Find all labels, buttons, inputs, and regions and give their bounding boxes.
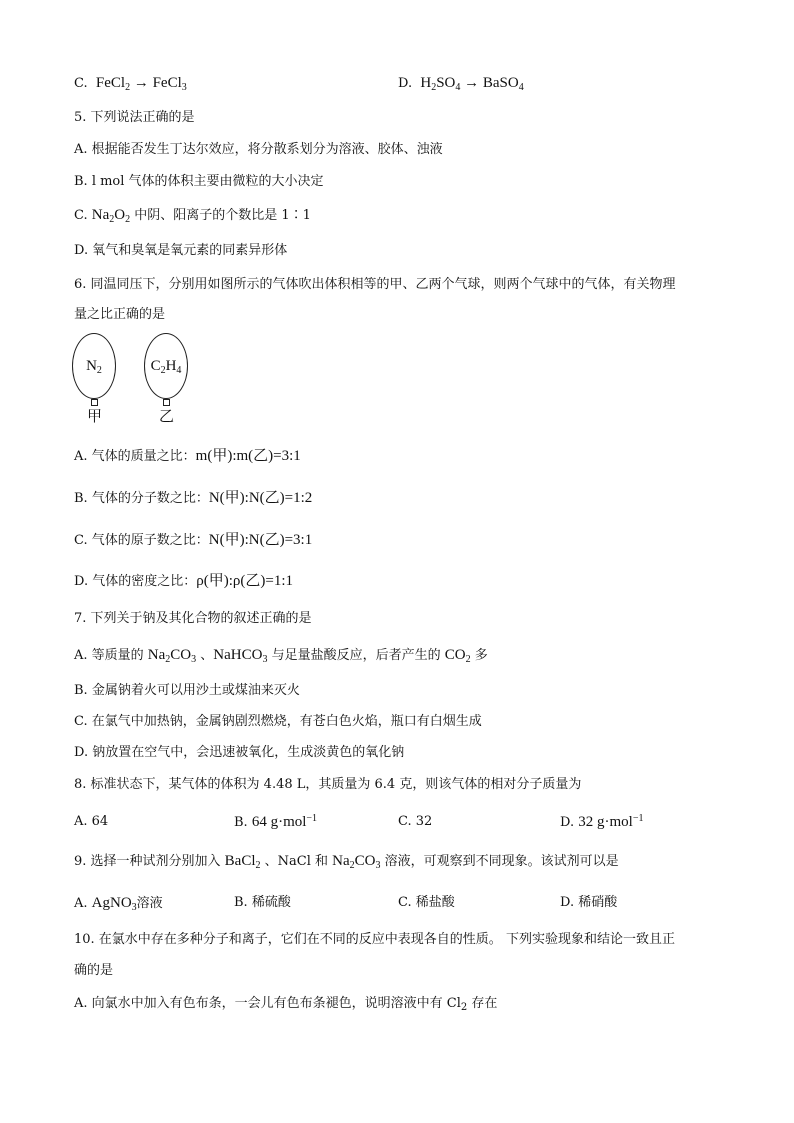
balloon-yi-body: $C_2H_4$ bbox=[144, 333, 188, 399]
q5-stem: 5. 下列说法正确的是 bbox=[74, 110, 195, 125]
q5-option-d: D. 氧气和臭氧是氧元素的同素异形体 bbox=[74, 243, 288, 258]
q10-option-a: A. 向氯水中加入有色布条，一会儿有色布条褪色，说明溶液中有 $Cl_2$ 存在 bbox=[74, 996, 498, 1013]
q8-option-c: C. 32 bbox=[398, 814, 433, 829]
q4-option-d: D. $H_2SO_4$ → BaSO$_4$ bbox=[398, 75, 524, 93]
q7-option-b: B. 金属钠着火可以用沙土或煤油来灭火 bbox=[74, 683, 300, 698]
q4-option-c: C. FeCl$_2$ → FeCl$_3$ bbox=[74, 75, 187, 93]
q5-option-c: C. $Na_2O_2$ 中阴、阳离子的个数比是 1∶1 bbox=[74, 207, 311, 225]
q6-option-d: D. 气体的密度之比：ρ(甲):ρ(乙)=1:1 bbox=[74, 573, 293, 589]
balloon-yi bbox=[144, 333, 188, 406]
balloon-jia-body: $N_2$ bbox=[72, 333, 116, 399]
q10-stem-line2: 确的是 bbox=[74, 963, 114, 978]
q9-option-b: B. 稀硫酸 bbox=[234, 895, 291, 910]
q5-option-b: B. l mol 气体的体积主要由微粒的大小决定 bbox=[74, 174, 324, 189]
q7-option-a: A. 等质量的 $Na_2CO_3$ 、NaHCO$_3$ 与足量盐酸反应，后者产生的 $CO_2$ 多 bbox=[74, 647, 488, 665]
q10-stem-line1: 10. 在氯水中存在多种分子和离子，它们在不同的反应中表现各自的性质。 下列实验现象和结论一致且正 bbox=[74, 932, 675, 947]
q8-stem: 8. 标准状态下，某气体的体积为 4.48 L，其质量为 6.4 克，则该气体的相对分子质量为 bbox=[74, 777, 582, 792]
balloon-jia bbox=[72, 333, 116, 406]
balloon-yi-label: 乙 bbox=[159, 407, 175, 425]
q5-option-a: A. 根据能否发生丁达尔效应，将分散系划分为溶液、胶体、浊液 bbox=[74, 142, 443, 157]
q9-stem: 9. 选择一种试剂分别加入 BaCl$_2$ 、NaCl 和 $Na_2CO_3$ 溶液，可观察到不同现象。该试剂可以是 bbox=[74, 853, 619, 871]
q9-option-c: C. 稀盐酸 bbox=[398, 895, 455, 910]
q9-option-d: D. 稀硝酸 bbox=[560, 895, 618, 910]
q6-option-a: A. 气体的质量之比：m(甲):m(乙)=3:1 bbox=[74, 448, 301, 464]
q7-option-d: D. 钠放置在空气中，会迅速被氧化，生成淡黄色的氧化钠 bbox=[74, 745, 405, 760]
q6-option-c: C. 气体的原子数之比：N(甲):N(乙)=3:1 bbox=[74, 532, 313, 548]
balloon-jia-label: 甲 bbox=[87, 407, 103, 425]
q8-option-b: B. 64 g·mol$^{-1}$ bbox=[234, 813, 318, 830]
q8-option-d: D. 32 g·mol$^{-1}$ bbox=[560, 813, 644, 830]
q6-stem-line1: 6. 同温同压下，分别用如图所示的气体吹出体积相等的甲、乙两个气球，则两个气球中的气体，有关物理 bbox=[74, 277, 676, 292]
q7-stem: 7. 下列关于钠及其化合物的叙述正确的是 bbox=[74, 611, 312, 626]
q6-option-b: B. 气体的分子数之比：N(甲):N(乙)=1:2 bbox=[74, 490, 313, 506]
q8-option-a: A. 64 bbox=[74, 814, 109, 829]
q6-stem-line2: 量之比正确的是 bbox=[74, 307, 166, 322]
q7-option-c: C. 在氯气中加热钠，金属钠剧烈燃烧，有苍白色火焰，瓶口有白烟生成 bbox=[74, 714, 482, 729]
q9-option-a: A. AgNO$_3$溶液 bbox=[74, 895, 163, 913]
